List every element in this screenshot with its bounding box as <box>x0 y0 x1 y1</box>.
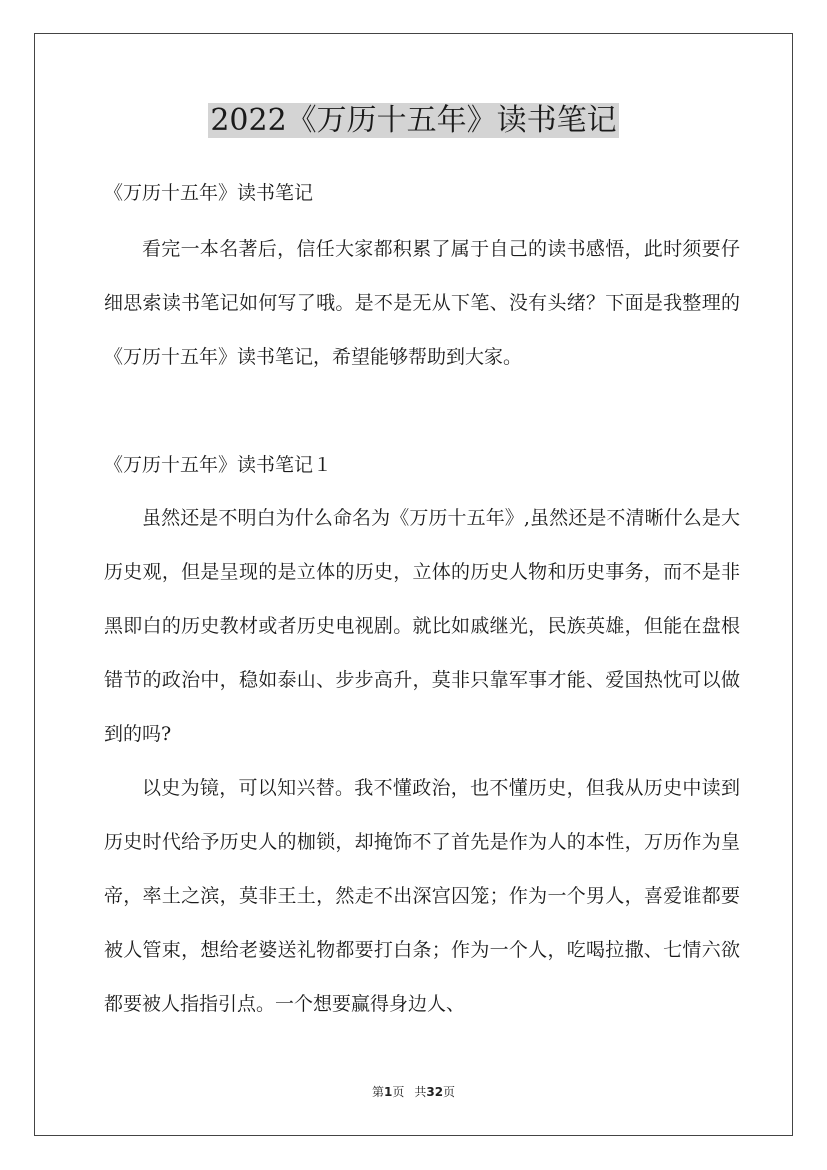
document-title-text: 2022《万历十五年》读书笔记 <box>210 103 617 138</box>
intro-subheading: 《万历十五年》读书笔记 <box>104 182 314 204</box>
footer-page-number: 1 <box>383 1085 393 1099</box>
footer-total-prefix: 共 <box>414 1085 427 1099</box>
footer-total-suffix: 页 <box>443 1085 456 1099</box>
page-footer <box>0 1084 827 1100</box>
intro-paragraph: 看完一本名著后，信任大家都积累了属于自己的读书感悟，此时须要仔细思索读书笔记如何写了哦。是不是无从下笔、没有头绪？下面是我整理的《万历十五年》读书笔记，希望能够帮助到大家。 <box>104 238 740 368</box>
section-1-paragraph-2: 以史为镜，可以知兴替。我不懂政治，也不懂历史，但我从历史中读到历史时代给予历史人的枷锁，却掩饰不了首先是作为人的本性，万历作为皇帝，率土之滨，莫非王土，然走不出深宫囚笼；作为一个男人，喜爱谁都要被人管束，想给老婆送礼物都要打白条；作为一个人，吃喝拉撒、七情六欲都要被人指指引点。一个想要赢得身边人、 <box>104 777 740 1015</box>
section-1-heading: 《万历十五年》读书笔记１ <box>104 454 333 476</box>
footer-total-pages: 32 <box>426 1085 444 1099</box>
document-title <box>0 100 827 142</box>
section-1-paragraph-1: 虽然还是不明白为什么命名为《万历十五年》,虽然还是不清晰什么是大历史观，但是呈现的是立体的历史，立体的历史人物和历史事务，而不是非黑即白的历史教材或者历史电视剧。就比如戚继光，民族英雄，但能在盘根错节的政治中，稳如泰山、步步高升，莫非只靠军事才能、爱国热忱可以做到的吗? <box>104 507 740 745</box>
footer-page-suffix: 页 <box>392 1085 405 1099</box>
footer-prefix: 第 <box>371 1085 384 1099</box>
